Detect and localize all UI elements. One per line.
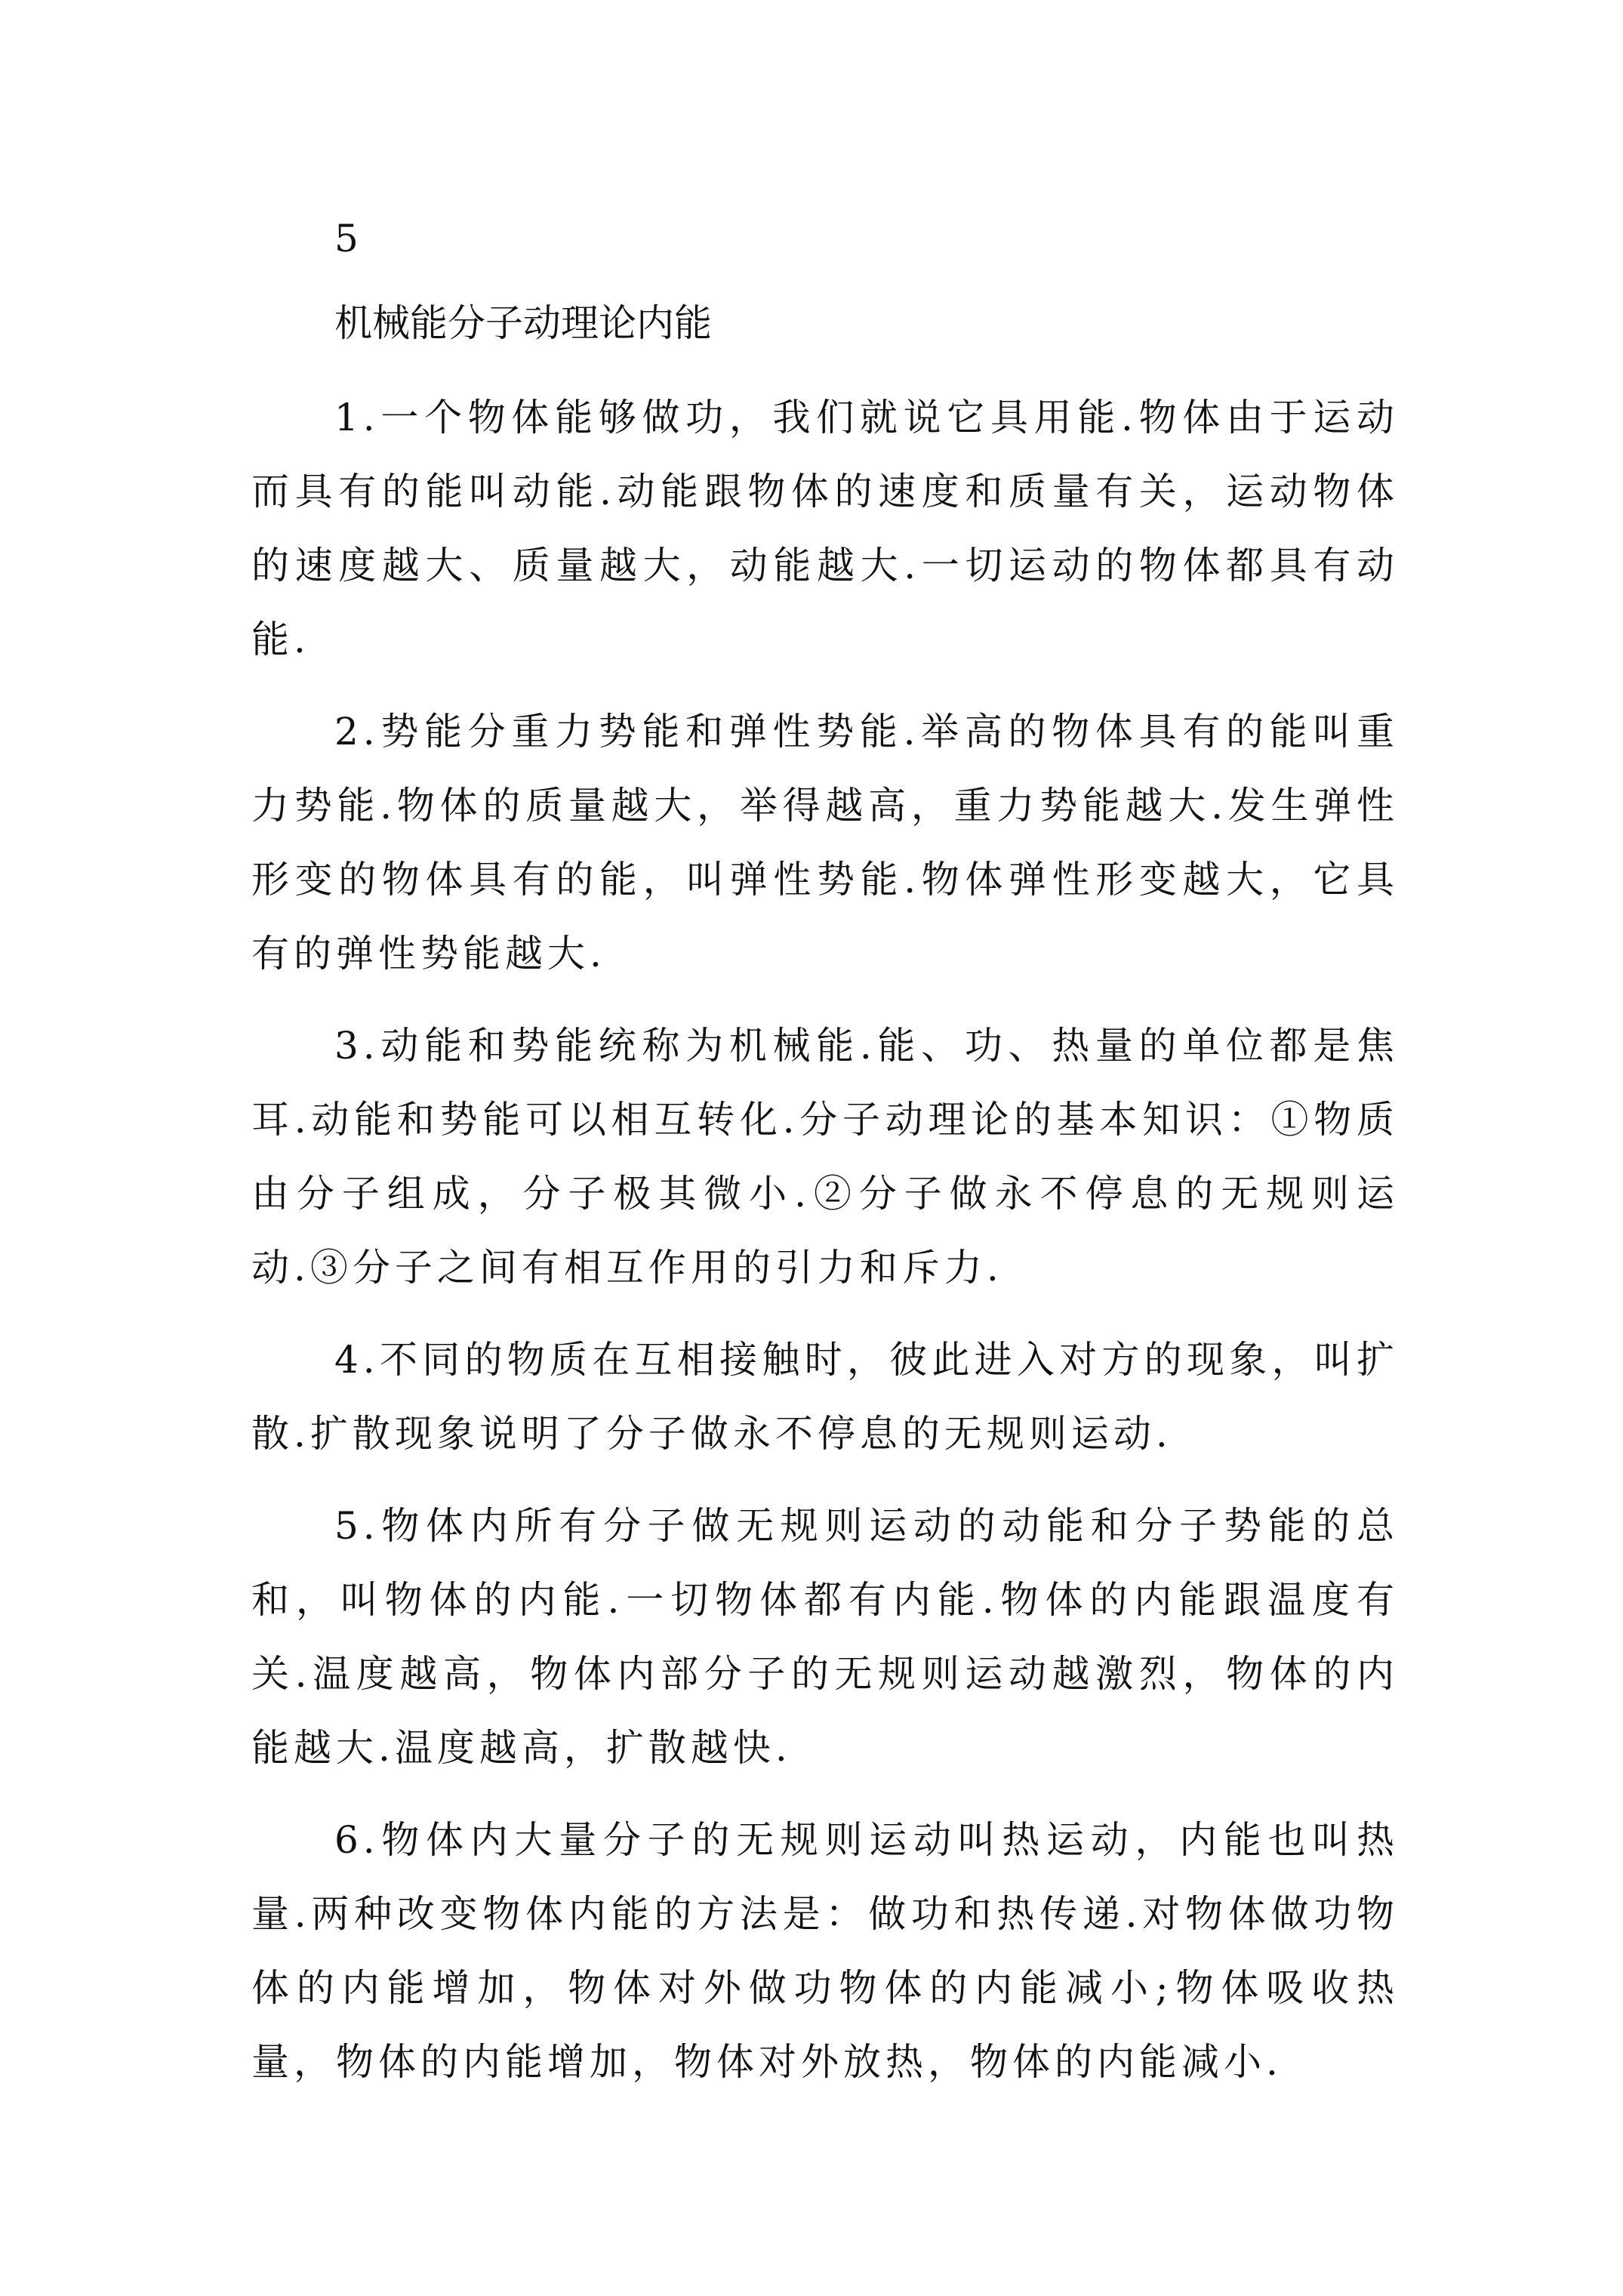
paragraph-6: 6.物体内大量分子的无规则运动叫热运动，内能也叫热量.两种改变物体内能的方法是：做功和热传递.对物体做功物体的内能增加，物体对外做功物体的内能减小;物体吸收热量，物体的内能增加，物体对外放热，物体的内能减小. <box>251 1818 1399 2084</box>
paragraph-2: 2.势能分重力势能和弹性势能.举高的物体具有的能叫重力势能.物体的质量越大，举得越高，重力势能越大.发生弹性形变的物体具有的能，叫弹性势能.物体弹性形变越大，它具有的弹性势能越大. <box>251 710 1399 975</box>
paragraph-3: 3.动能和势能统称为机械能.能、功、热量的单位都是焦耳.动能和势能可以相互转化.分子动理论的基本知识：①物质由分子组成，分子极其微小.②分子做永不停息的无规则运动.③分子之间有相互作用的引力和斥力. <box>251 1024 1399 1290</box>
page-number: 5 <box>334 217 359 260</box>
paragraph-5: 5.物体内所有分子做无规则运动的动能和分子势能的总和，叫物体的内能.一切物体都有内能.物体的内能跟温度有关.温度越高，物体内部分子的无规则运动越激烈，物体的内能越大.温度越高，扩散越快. <box>251 1504 1399 1770</box>
page-content <box>251 211 1399 2117</box>
paragraph-1: 1.一个物体能够做功，我们就说它具用能.物体由于运动而具有的能叫动能.动能跟物体的速度和质量有关，运动物体的速度越大、质量越大，动能越大.一切运动的物体都具有动能. <box>251 396 1399 661</box>
section-title: 机械能分子动理论内能 <box>334 301 712 345</box>
paragraph-4: 4.不同的物质在互相接触时，彼此进入对方的现象，叫扩散.扩散现象说明了分子做永不停息的无规则运动. <box>251 1338 1399 1456</box>
